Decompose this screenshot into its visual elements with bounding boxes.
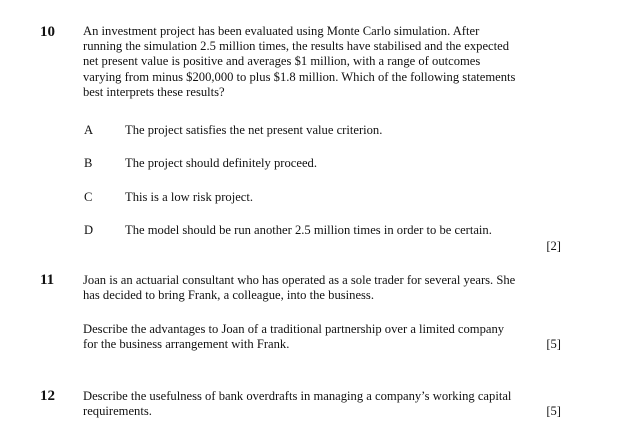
option-text: The project satisfies the net present value criterion. xyxy=(125,123,383,137)
stem-line: An investment project has been evaluated using Monte Carlo simulation. After xyxy=(83,24,480,38)
question-number: 12 xyxy=(40,388,55,404)
question-paragraph xyxy=(83,273,565,303)
question-paragraph xyxy=(83,322,565,352)
option-letter: D xyxy=(84,223,94,237)
option-letter: A xyxy=(84,123,94,137)
marks: [5] xyxy=(546,404,561,418)
option-letter: C xyxy=(84,190,93,204)
stem-line: requirements. xyxy=(83,404,152,419)
paragraph-line: Describe the advantages to Joan of a traditional partnership over a limited company xyxy=(83,322,505,336)
marks: [2] xyxy=(546,239,561,253)
paragraph-line: for the business arrangement with Frank. xyxy=(83,337,290,352)
stem-line: Describe the usefulness of bank overdrafts in managing a company’s working capital xyxy=(83,389,512,403)
option-text: The project should definitely proceed. xyxy=(125,156,317,170)
question-number: 11 xyxy=(40,272,55,288)
stem-line: best interprets these results? xyxy=(83,84,225,99)
option-text: The model should be run another 2.5 million times in order to be certain. xyxy=(125,223,492,237)
paragraph-line: Joan is an actuarial consultant who has operated as a sole trader for several years. She xyxy=(83,273,516,287)
question-stem xyxy=(83,24,565,100)
paragraph-line: has decided to bring Frank, a colleague, into the business. xyxy=(83,288,374,303)
option-letter: B xyxy=(84,156,93,170)
stem-line: varying from minus $200,000 to plus $1.8 million. Which of the following statements xyxy=(83,69,516,84)
stem-line: running the simulation 2.5 million times, the results have stabilised and the expected xyxy=(83,39,510,54)
stem-line: net present value is positive and averages $1 million, with a range of outcomes xyxy=(83,54,481,69)
marks: [5] xyxy=(546,337,561,351)
question-number: 10 xyxy=(40,24,55,40)
question-stem xyxy=(83,389,565,419)
option-text: This is a low risk project. xyxy=(125,190,254,204)
